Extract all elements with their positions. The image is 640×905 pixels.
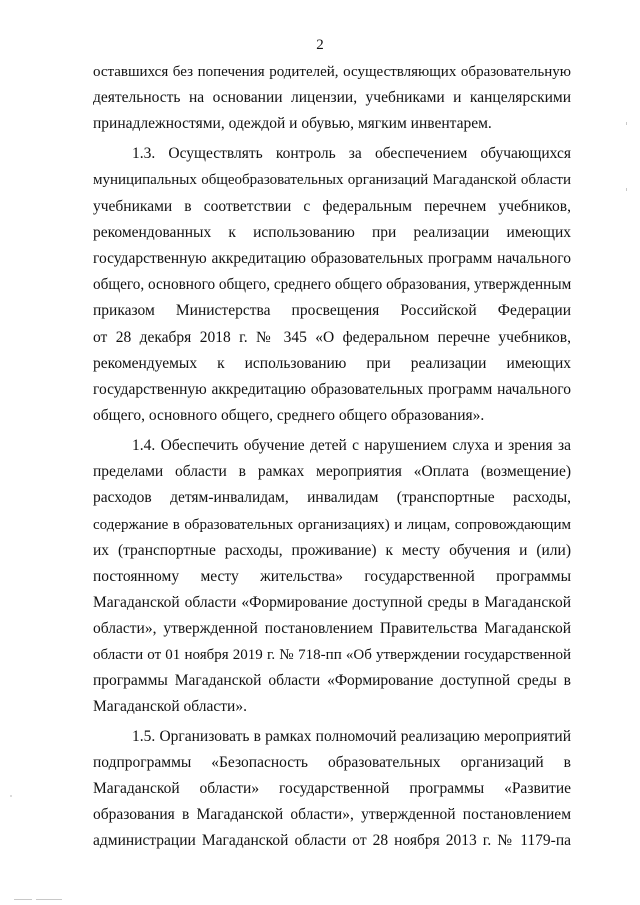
text-line: администрации Магаданской области от 28 ноября 2013 г. № 1179-па <box>93 832 571 849</box>
text-line: государственную аккредитацию образовательных программ начального <box>93 381 571 398</box>
text-line: 1.5. Организовать в рамках полномочий реализацию мероприятий <box>132 728 571 745</box>
text-line: принадлежностями, одеждой и обувью, мягким инвентарем. <box>93 115 492 132</box>
text-line: оставшихся без попечения родителей, осуществляющих образовательную <box>93 64 571 80</box>
text-line: от 28 декабря 2018 г. № 345 «О федеральном перечне учебников, <box>93 329 571 346</box>
text-line: 1.3. Осуществлять контроль за обеспечением обучающихся <box>132 145 571 162</box>
text-line: 1.4. Обеспечить обучение детей с нарушением слуха и зрения за <box>132 437 571 454</box>
text-line: их (транспортные расходы, проживание) к месту обучения и (или) <box>93 542 571 559</box>
text-line: муниципальных общеобразовательных организаций Магаданской области <box>93 172 571 188</box>
scan-edge-mark <box>36 899 62 900</box>
scan-edge-mark <box>14 899 32 900</box>
text-line: рекомендуемых к использованию при реализации имеющих <box>93 355 571 372</box>
text-line: приказом Министерства просвещения Российской Федерации <box>93 302 571 319</box>
text-line: Магаданской области». <box>93 698 247 715</box>
text-line: расходов детям-инвалидам, инвалидам (транспортные расходы, <box>93 489 571 506</box>
scan-dust <box>10 795 12 797</box>
text-line: постоянному месту жительства» государственной программы <box>93 568 571 585</box>
text-line: учебниками в соответствии с федеральным перечнем учебников, <box>93 198 571 215</box>
text-line: подпрограммы «Безопасность образовательных организаций в <box>93 754 571 771</box>
text-line: пределами области в рамках мероприятия «Оплата (возмещение) <box>93 463 571 480</box>
text-line: государственную аккредитацию образовательных программ начального <box>93 250 571 267</box>
text-line: деятельность на основании лицензии, учебниками и канцелярскими <box>93 89 571 106</box>
text-line: Магаданской области «Формирование доступной среды в Магаданской <box>93 594 571 611</box>
text-line: образования в Магаданской области», утвержденной постановлением <box>93 806 571 823</box>
text-line: области от 01 ноября 2019 г. № 718-пп «Об утверждении государственной <box>93 647 571 663</box>
text-line: Магаданской области» государственной программы «Развитие <box>93 780 571 797</box>
text-line: содержание в образовательных организациях) и лицам, сопровождающим <box>93 517 571 533</box>
scan-edge-mark <box>626 188 627 191</box>
text-line: рекомендованных к использованию при реализации имеющих <box>93 224 571 241</box>
scan-edge-mark <box>626 122 627 125</box>
text-line: общего, основного общего, среднего общего образования». <box>93 407 485 424</box>
page-number: 2 <box>316 37 324 53</box>
text-line: общего, основного общего, среднего общего образования, утвержденным <box>93 276 572 293</box>
text-line: области», утвержденной постановлением Правительства Магаданской <box>93 620 571 637</box>
text-line: программы Магаданской области «Формирование доступной среды в <box>93 672 571 689</box>
